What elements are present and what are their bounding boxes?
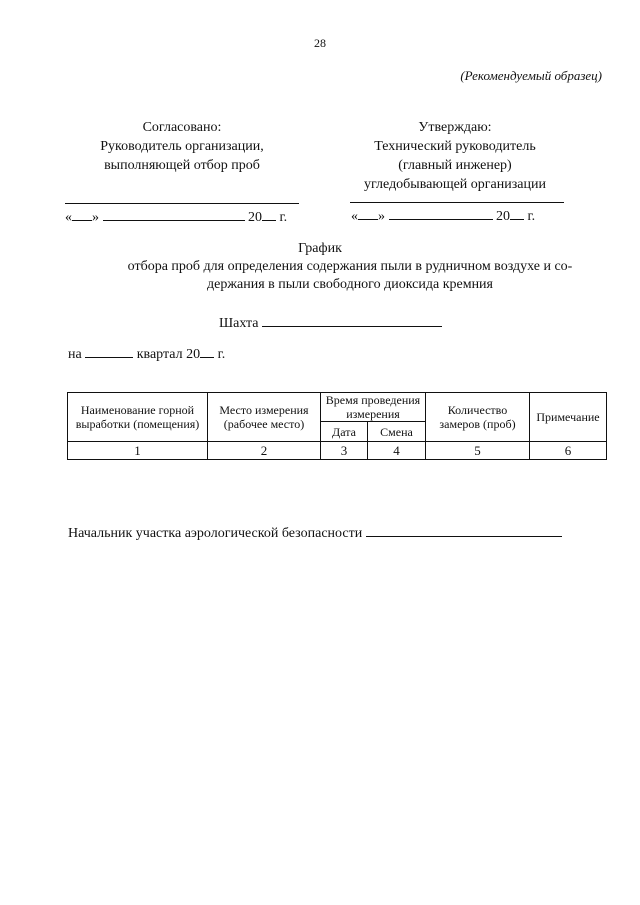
column-number: 5 bbox=[426, 442, 530, 460]
approval-signature-line bbox=[65, 203, 299, 204]
month-blank bbox=[389, 205, 493, 220]
column-number: 1 bbox=[68, 442, 208, 460]
chief-field bbox=[68, 522, 562, 542]
day-blank bbox=[358, 205, 378, 220]
confirm-block bbox=[344, 118, 566, 194]
confirm-date-line bbox=[351, 205, 535, 225]
header-date: Дата bbox=[321, 422, 368, 442]
year-prefix: 20 bbox=[496, 209, 510, 224]
open-quote: « bbox=[65, 210, 72, 225]
schedule-subtitle bbox=[95, 258, 605, 294]
day-blank bbox=[72, 206, 92, 221]
close-quote: » bbox=[92, 210, 99, 225]
approval-block bbox=[65, 118, 299, 175]
open-quote: « bbox=[351, 209, 358, 224]
quarter-year-blank bbox=[200, 343, 214, 358]
approval-position-line2: выполняющей отбор проб bbox=[104, 158, 260, 173]
column-number: 4 bbox=[368, 442, 426, 460]
close-quote: » bbox=[378, 209, 385, 224]
header-time: Время проведения измерения bbox=[321, 393, 426, 422]
column-number: 6 bbox=[530, 442, 607, 460]
quarter-suffix: г. bbox=[217, 347, 226, 362]
quarter-prefix: на bbox=[68, 347, 82, 362]
year-blank bbox=[510, 205, 524, 220]
column-number: 2 bbox=[208, 442, 321, 460]
header-shift: Смена bbox=[368, 422, 426, 442]
schedule-table bbox=[67, 392, 607, 460]
mine-blank bbox=[262, 312, 442, 327]
header-place: Место измерения (рабочее место) bbox=[208, 393, 321, 442]
header-note: Примечание bbox=[530, 393, 607, 442]
schedule-title: График bbox=[298, 241, 342, 256]
confirm-signature-line bbox=[350, 202, 564, 203]
confirm-position-line3: угледобывающей организации bbox=[364, 177, 546, 192]
confirm-position-line2: (главный инженер) bbox=[398, 158, 512, 173]
schedule-subtitle-line2: держания в пыли свободного диоксида кремния bbox=[206, 277, 493, 292]
approval-title: Согласовано: bbox=[142, 120, 222, 135]
approval-date-line bbox=[65, 206, 287, 226]
month-blank bbox=[103, 206, 245, 221]
year-suffix: г. bbox=[527, 209, 536, 224]
quarter-middle: квартал 20 bbox=[136, 347, 201, 362]
chief-signature-blank bbox=[366, 522, 562, 537]
quarter-field bbox=[68, 343, 225, 363]
header-name: Наименование горной выработки (помещения) bbox=[68, 393, 208, 442]
approval-position-line1: Руководитель организации, bbox=[100, 139, 264, 154]
mine-label: Шахта bbox=[219, 316, 259, 331]
schedule-subtitle-line1: отбора проб для определения содержания пыли в рудничном воздухе и со- bbox=[127, 259, 573, 274]
year-blank bbox=[262, 206, 276, 221]
quarter-blank bbox=[85, 343, 133, 358]
page-number: 28 bbox=[314, 36, 326, 50]
sample-note: (Рекомендуемый образец) bbox=[460, 68, 602, 83]
chief-label: Начальник участка аэрологической безопасности bbox=[68, 526, 363, 541]
confirm-title: Утверждаю: bbox=[418, 120, 492, 135]
confirm-position-line1: Технический руководитель bbox=[374, 139, 536, 154]
header-count: Количество замеров (проб) bbox=[426, 393, 530, 442]
year-prefix: 20 bbox=[248, 210, 262, 225]
mine-field bbox=[219, 312, 442, 332]
column-number: 3 bbox=[321, 442, 368, 460]
year-suffix: г. bbox=[279, 210, 288, 225]
